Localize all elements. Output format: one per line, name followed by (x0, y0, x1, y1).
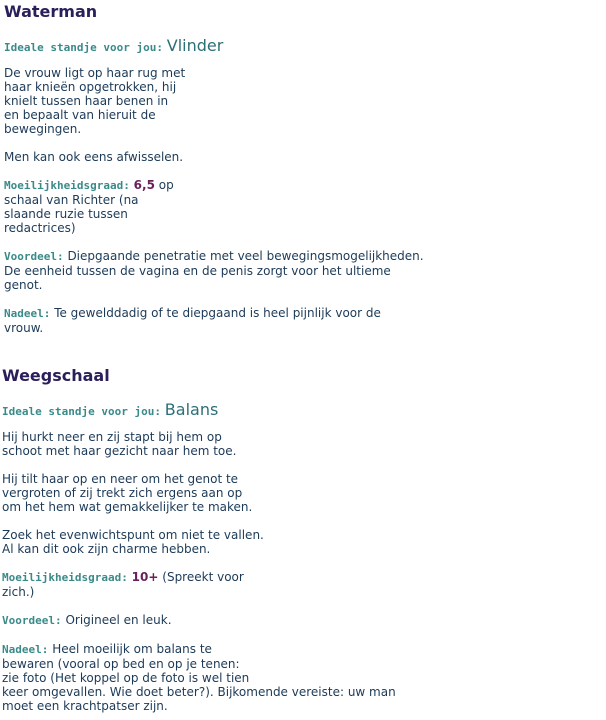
advantage-label: Voordeel: (2, 614, 62, 627)
ideal-label: Ideale standje voor jou: (2, 405, 161, 418)
disadvantage-label: Nadeel: (2, 643, 49, 656)
difficulty-value: 6,5 (133, 178, 155, 192)
section-title: Weegschaal (2, 366, 110, 385)
advantage: Voordeel: Diepgaande penetratie met veel bewegingsmogelijkheden. De eenheid tussen de vagina en de penis zorgt voor het ultieme genot. (4, 249, 424, 292)
difficulty: Moeilijkheidsgraad: 10+ (Spreekt voor zich.) (2, 570, 244, 599)
description: De vrouw ligt op haar rug met haar knieën opgetrokken, hij knielt tussen haar benen in en bepaalt van hieruit de bewegingen. (4, 66, 186, 136)
difficulty-label: Moeilijkheidsgraad: (4, 179, 130, 192)
difficulty: Moeilijkheidsgraad: 6,5 op schaal van Richter (na slaande ruzie tussen redactrices) (4, 178, 174, 235)
alternate-text: Men kan ook eens afwisselen. (4, 150, 184, 164)
section-title: Waterman (4, 2, 98, 21)
description-2: Hij tilt haar op en neer om het genot te vergroten of zij trekt zich ergens aan op om het hem wat gemakkelijker te maken. (2, 472, 253, 514)
ideal-label: Ideale standje voor jou: (4, 41, 163, 54)
ideal-position (2, 400, 396, 422)
description: Hij hurkt neer en zij stapt bij hem op schoot met haar gezicht naar hem toe. (2, 430, 237, 458)
ideal-value: Vlinder (166, 36, 224, 55)
advantage-label: Voordeel: (4, 250, 64, 263)
ideal-value: Balans (164, 400, 219, 419)
ideal-position (4, 36, 424, 58)
disadvantage: Nadeel: Heel moeilijk om balans te bewaren (vooral op bed en op je tenen: zie foto (Het koppel op de foto is wel tien keer omgevallen. Wie doet beter?). Bijkomende vereiste: uw man moet een krachtpatser zijn. (2, 642, 396, 713)
disadvantage-label: Nadeel: (4, 307, 51, 320)
description-3: Zoek het evenwichtspunt om niet te vallen. Al kan dit ook zijn charme hebben. (2, 528, 264, 556)
section-waterman (4, 2, 424, 335)
difficulty-value: 10+ (131, 570, 159, 584)
difficulty-label: Moeilijkheidsgraad: (2, 571, 128, 584)
disadvantage: Nadeel: Te gewelddadig of te diepgaand is heel pijnlijk voor de vrouw. (4, 306, 381, 335)
advantage: Voordeel: Origineel en leuk. (2, 613, 172, 627)
section-weegschaal (2, 366, 396, 713)
